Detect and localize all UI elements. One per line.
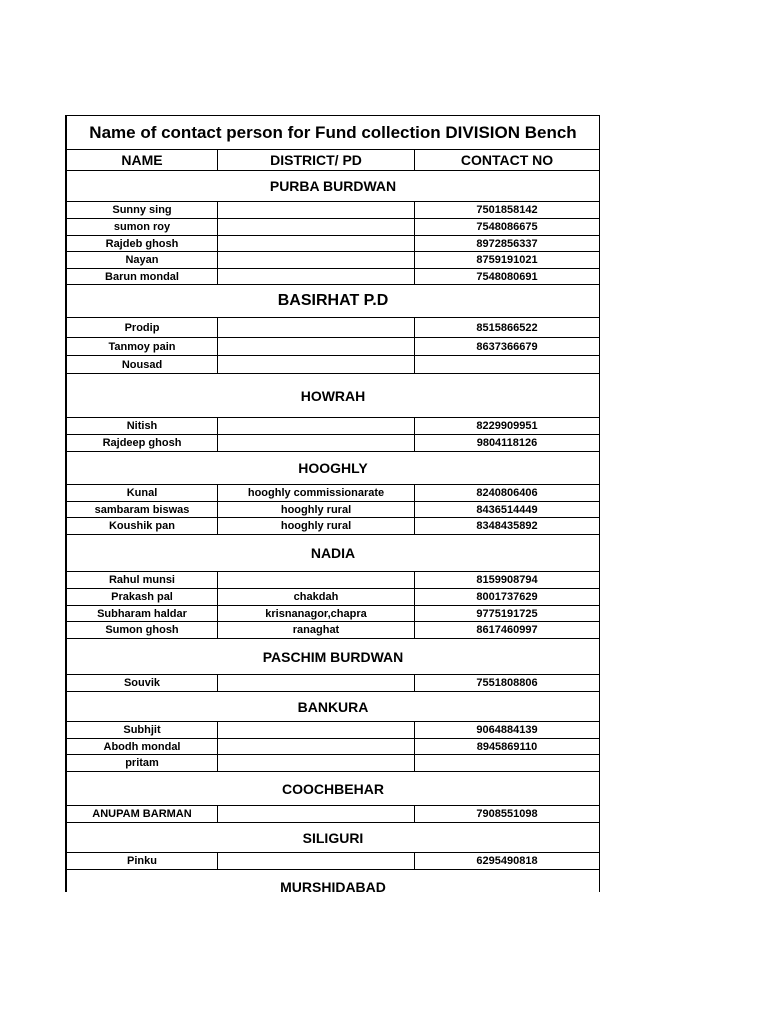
cell-district [218, 356, 415, 373]
cell-district [218, 219, 415, 235]
table-row [67, 202, 599, 219]
section-coochbehar [67, 772, 599, 823]
sections-container [67, 171, 599, 892]
section-nadia [67, 535, 599, 639]
table-row [67, 622, 599, 639]
cell-name: sambaram biswas [67, 502, 218, 517]
cell-name: pritam [67, 755, 218, 771]
sheet-title: Name of contact person for Fund collection DIVISION Bench [67, 116, 599, 150]
cell-district [218, 675, 415, 691]
table-row [67, 675, 599, 692]
table-row [67, 485, 599, 502]
table-row [67, 806, 599, 823]
cell-contact: 7908551098 [476, 808, 538, 820]
cell-name: Sumon ghosh [67, 622, 218, 638]
cell-district [218, 418, 415, 434]
cell-contact: 8945869110 [476, 740, 538, 753]
cell-contact: 9775191725 [476, 607, 538, 620]
table-row [67, 572, 599, 589]
table-row [67, 722, 599, 739]
cell-district: hooghly commissionarate [218, 485, 415, 501]
table-row [67, 356, 599, 374]
section-siliguri [67, 823, 599, 870]
section-howrah [67, 374, 599, 452]
cell-contact: 8637366679 [476, 340, 538, 353]
table-row [67, 236, 599, 252]
cell-contact: 8229909951 [476, 420, 538, 432]
table-row [67, 606, 599, 622]
cell-name: Tanmoy pain [67, 338, 218, 355]
cell-name: Prakash pal [67, 589, 218, 605]
cell-contact: 7501858142 [476, 204, 538, 216]
cell-name: Subhjit [67, 722, 218, 738]
cell-contact: 8348435892 [476, 520, 538, 532]
cell-name: Sunny sing [67, 202, 218, 218]
cell-contact: 7551808806 [476, 677, 538, 689]
table-row [67, 252, 599, 269]
section-heading: PURBA BURDWAN [67, 171, 599, 202]
table-row [67, 338, 599, 356]
cell-district [218, 252, 415, 268]
cell-district: hooghly rural [218, 502, 415, 517]
cell-name: Pinku [67, 853, 218, 869]
cell-contact: 8972856337 [476, 237, 538, 250]
section-heading: PASCHIM BURDWAN [67, 639, 599, 675]
table-row [67, 418, 599, 435]
cell-name: Koushik pan [67, 518, 218, 534]
cell-district [218, 572, 415, 588]
cell-name: Subharam haldar [67, 606, 218, 621]
cell-district: ranaghat [218, 622, 415, 638]
cell-district: krisnanagor,chapra [218, 606, 415, 621]
cell-district [218, 739, 415, 754]
cell-contact: 8515866522 [476, 321, 538, 334]
cell-name: Nitish [67, 418, 218, 434]
cell-district [218, 338, 415, 355]
table-row [67, 502, 599, 518]
section-basirhat-p-d [67, 285, 599, 374]
cell-contact: 7548086675 [476, 221, 538, 233]
cell-contact: 8759191021 [476, 254, 538, 266]
cell-district: hooghly rural [218, 518, 415, 534]
table-row [67, 755, 599, 772]
section-heading: SILIGURI [67, 823, 599, 853]
section-heading: BASIRHAT P.D [67, 285, 599, 318]
cell-contact: 6295490818 [476, 855, 538, 867]
section-heading: BANKURA [67, 692, 599, 722]
cell-name: Rajdeb ghosh [67, 236, 218, 251]
section-heading: HOOGHLY [67, 452, 599, 485]
cell-district [218, 236, 415, 251]
contact-sheet [65, 115, 600, 892]
cell-district [218, 722, 415, 738]
table-row [67, 589, 599, 606]
table-row [67, 853, 599, 870]
cell-name: Prodip [67, 318, 218, 337]
section-paschim-burdwan [67, 639, 599, 692]
column-header-contact: CONTACT NO [460, 152, 554, 168]
cell-district [218, 318, 415, 337]
cell-contact: 7548080691 [476, 270, 538, 283]
cell-name: ANUPAM BARMAN [67, 806, 218, 822]
table-row [67, 269, 599, 285]
cell-contact [415, 356, 599, 373]
cell-name: Rajdeep ghosh [67, 435, 218, 451]
section-heading: NADIA [67, 535, 599, 572]
cell-contact: 8001737629 [476, 591, 538, 603]
cell-name: sumon roy [67, 219, 218, 235]
cell-name: Barun mondal [67, 269, 218, 284]
cell-name: Rahul munsi [67, 572, 218, 588]
column-header-row [67, 150, 599, 171]
table-row [67, 518, 599, 535]
cell-contact [415, 755, 599, 771]
cell-district [218, 202, 415, 218]
cell-contact: 9804118126 [476, 437, 538, 449]
section-purba-burdwan [67, 171, 599, 285]
cell-district [218, 853, 415, 869]
cell-contact: 9064884139 [476, 724, 538, 736]
cell-name: Souvik [67, 675, 218, 691]
section-murshidabad [67, 870, 599, 892]
section-hooghly [67, 452, 599, 535]
section-bankura [67, 692, 599, 772]
cell-contact: 8159908794 [476, 574, 538, 586]
cell-name: Abodh mondal [67, 739, 218, 754]
column-header-district: DISTRICT/ PD [218, 150, 415, 170]
column-header-name: NAME [67, 150, 218, 170]
cell-district: chakdah [218, 589, 415, 605]
cell-contact: 8436514449 [476, 503, 538, 516]
cell-contact: 8240806406 [476, 487, 538, 499]
table-row [67, 318, 599, 338]
cell-district [218, 435, 415, 451]
table-row [67, 435, 599, 452]
cell-name: Kunal [67, 485, 218, 501]
cell-district [218, 755, 415, 771]
cell-district [218, 269, 415, 284]
section-heading: HOWRAH [67, 374, 599, 418]
table-row [67, 219, 599, 236]
cell-contact: 8617460997 [476, 624, 538, 636]
cell-name: Nayan [67, 252, 218, 268]
section-heading: COOCHBEHAR [67, 772, 599, 806]
cell-district [218, 806, 415, 822]
table-row [67, 739, 599, 755]
section-heading: MURSHIDABAD [67, 870, 599, 892]
cell-name: Nousad [67, 356, 218, 373]
